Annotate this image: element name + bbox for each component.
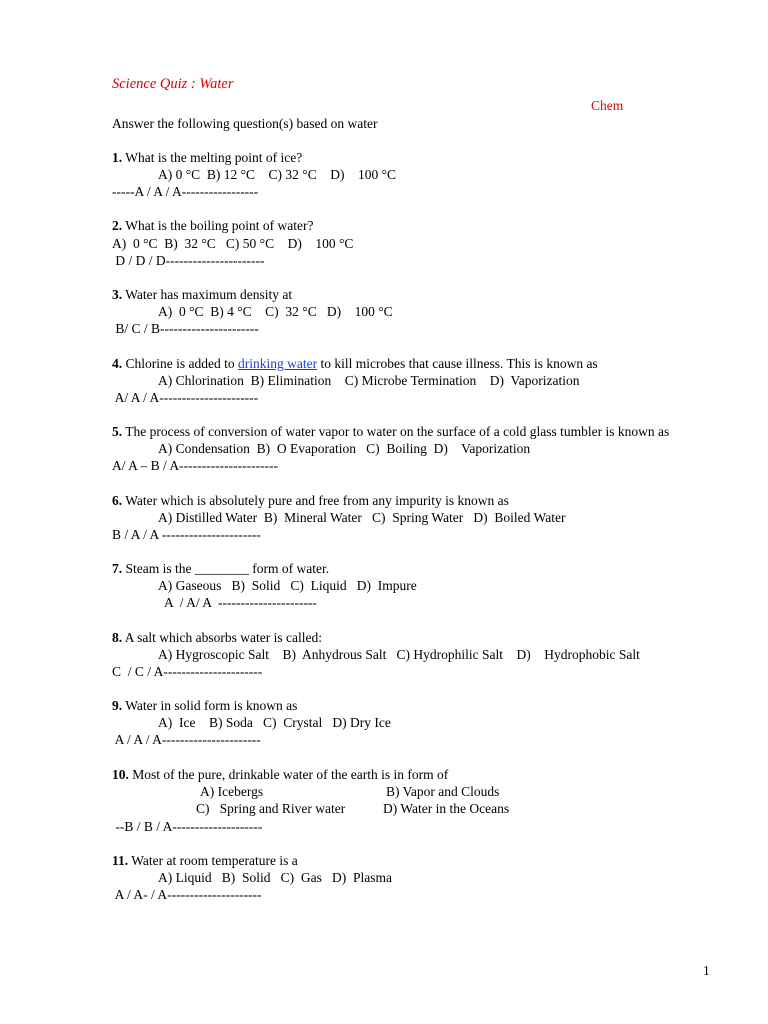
question-2-answer: D / D / D---------------------- <box>112 253 265 268</box>
subject-label: Chem <box>591 98 624 113</box>
question-1-options: A) 0 °C B) 12 °C C) 32 °C D) 100 °C <box>158 167 396 182</box>
question-6-answer: B / A / A ---------------------- <box>112 527 261 542</box>
question-2 <box>112 217 313 234</box>
question-number: 10. <box>112 767 129 782</box>
question-8-options: A) Hygroscopic Salt B) Anhydrous Salt C) Hydrophilic Salt D) Hydrophobic Salt <box>158 647 640 662</box>
question-text: What is the boiling point of water? <box>122 218 314 233</box>
question-text: Water has maximum density at <box>122 287 293 302</box>
question-number: 6. <box>112 493 123 508</box>
question-10-answer: --B / B / A-------------------- <box>112 819 263 834</box>
question-text: Steam is the ________ form of water. <box>122 561 330 576</box>
question-11 <box>112 852 298 869</box>
question-1-answer: -----A / A / A----------------- <box>112 184 259 199</box>
question-11-options: A) Liquid B) Solid C) Gas D) Plasma <box>158 870 392 885</box>
question-4-answer: A/ A / A---------------------- <box>112 390 259 405</box>
question-10-option-b: B) Vapor and Clouds <box>386 784 500 799</box>
page-number: 1 <box>703 963 710 978</box>
question-text: Water in solid form is known as <box>122 698 298 713</box>
question-5-options: A) Condensation B) O Evaporation C) Boiling D) Vaporization <box>158 441 531 456</box>
question-10 <box>112 766 448 783</box>
instructions: Answer the following question(s) based on water <box>112 116 378 131</box>
question-7 <box>112 560 329 577</box>
question-number: 2. <box>112 218 123 233</box>
quiz-title: Science Quiz : Water <box>112 76 234 92</box>
question-7-answer: A / A/ A ---------------------- <box>158 595 317 610</box>
question-text: Water at room temperature is a <box>128 853 298 868</box>
question-number: 11. <box>112 853 129 868</box>
question-5-answer: A/ A – B / A---------------------- <box>112 458 279 473</box>
question-number: 1. <box>112 150 123 165</box>
question-9-options: A) Ice B) Soda C) Crystal D) Dry Ice <box>158 715 391 730</box>
question-10-option-a: A) Icebergs <box>200 784 264 799</box>
question-text: What is the melting point of ice? <box>122 150 303 165</box>
question-text: The process of conversion of water vapor to water on the surface of a cold glass tumbler is known as <box>122 424 670 439</box>
question-10-option-d: D) Water in the Oceans <box>383 801 510 816</box>
question-number: 8. <box>112 630 123 645</box>
question-4-options: A) Chlorination B) Elimination C) Microbe Termination D) Vaporization <box>158 373 580 388</box>
question-4 <box>112 355 598 372</box>
question-number: 3. <box>112 287 123 302</box>
question-6-options: A) Distilled Water B) Mineral Water C) Spring Water D) Boiled Water <box>158 510 566 525</box>
question-10-option-c: C) Spring and River water <box>196 801 346 816</box>
question-1 <box>112 149 302 166</box>
question-number: 4. <box>112 356 123 371</box>
question-5 <box>112 423 669 440</box>
question-text: Most of the pure, drinkable water of the earth is in form of <box>128 767 449 782</box>
question-3-answer: B/ C / B---------------------- <box>112 321 259 336</box>
question-3-options: A) 0 °C B) 4 °C C) 32 °C D) 100 °C <box>158 304 393 319</box>
question-8 <box>112 629 322 646</box>
question-7-options: A) Gaseous B) Solid C) Liquid D) Impure <box>158 578 417 593</box>
question-text: Water which is absolutely pure and free from any impurity is known as <box>122 493 509 508</box>
question-11-answer: A / A- / A--------------------- <box>112 887 262 902</box>
question-number: 9. <box>112 698 123 713</box>
question-9-answer: A / A / A---------------------- <box>112 732 261 747</box>
question-3 <box>112 286 292 303</box>
question-8-answer: C / C / A---------------------- <box>112 664 263 679</box>
question-2-options: A) 0 °C B) 32 °C C) 50 °C D) 100 °C <box>112 236 354 251</box>
question-number: 5. <box>112 424 123 439</box>
question-text-before: Chlorine is added to <box>122 356 238 371</box>
question-9 <box>112 697 297 714</box>
question-number: 7. <box>112 561 123 576</box>
drinking-water-link[interactable]: drinking water <box>237 356 318 371</box>
question-text-after: to kill microbes that cause illness. This is known as <box>317 356 598 371</box>
question-text: A salt which absorbs water is called: <box>122 630 322 645</box>
question-6 <box>112 492 509 509</box>
